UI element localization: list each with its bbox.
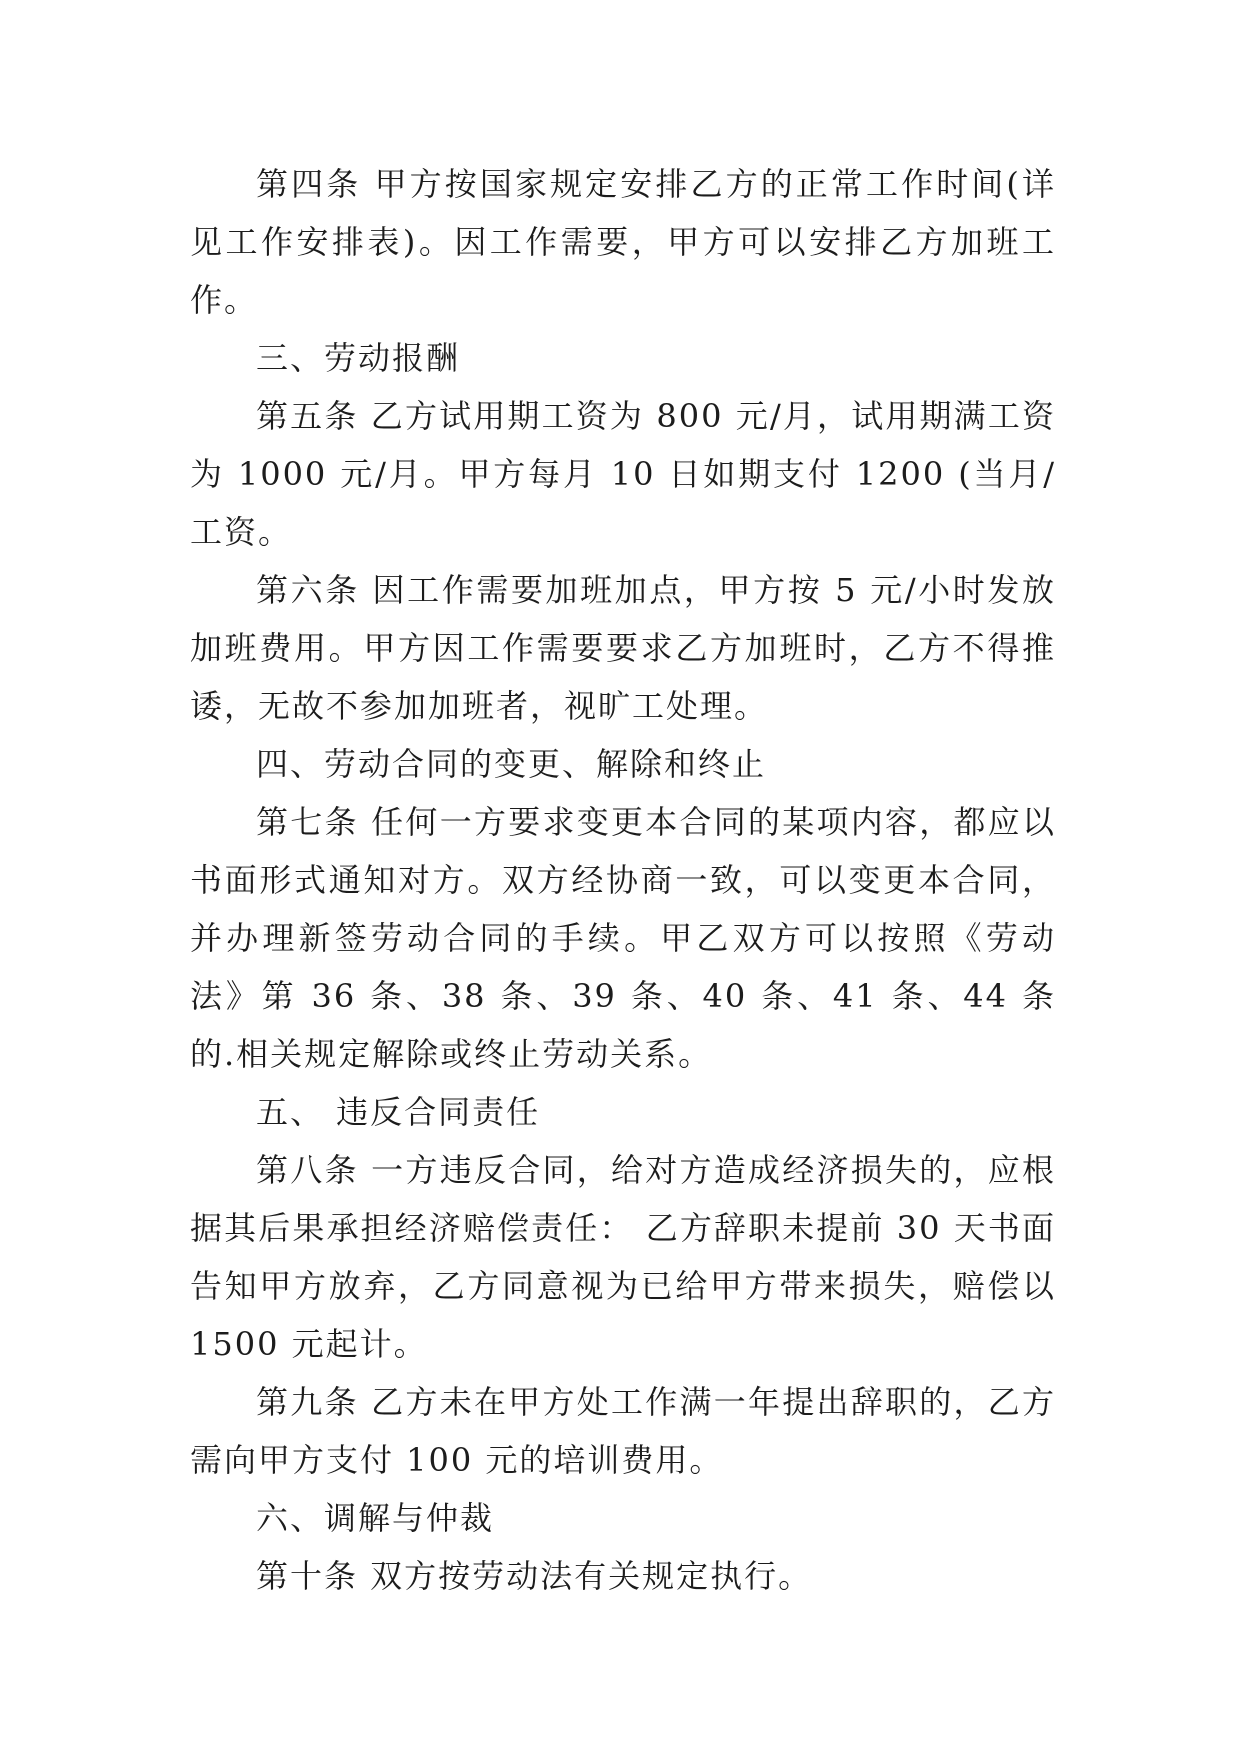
section-heading-4: 四、劳动合同的变更、解除和终止 [256, 745, 767, 783]
section-heading-6: 六、调解与仲裁 [256, 1499, 495, 1537]
section-heading-5: 五、 违反合同责任 [256, 1093, 541, 1131]
article-6: 第六条 因工作需要加班加点，甲方按 5 元/小时发放加班费用。甲方因工作需要要求乙方加班时，乙方不得推诿，无故不参加加班者，视旷工处理。 [190, 571, 1056, 725]
article-8: 第八条 一方违反合同，给对方造成经济损失的，应根据其后果承担经济赔偿责任： 乙方辞职未提前 30 天书面告知甲方放弃，乙方同意视为已给甲方带来损失，赔偿以 1500 元起计。 [190, 1151, 1056, 1363]
article-10: 第十条 双方按劳动法有关规定执行。 [256, 1557, 813, 1595]
article-5: 第五条 乙方试用期工资为 800 元/月，试用期满工资为 1000 元/月。甲方每月 10 日如期支付 1200 (当月/工资。 [190, 397, 1056, 551]
article-9: 第九条 乙方未在甲方处工作满一年提出辞职的，乙方需向甲方支付 100 元的培训费用。 [190, 1383, 1056, 1479]
section-heading-3: 三、劳动报酬 [256, 339, 461, 377]
article-7: 第七条 任何一方要求变更本合同的某项内容，都应以书面形式通知对方。双方经协商一致，可以变更本合同，并办理新签劳动合同的手续。甲乙双方可以按照《劳动法》第 36 条、38 条、39 条、40 条、41 条、44 条的.相关规定解除或终止劳动关系。 [190, 803, 1056, 1073]
document-body [190, 155, 1056, 1605]
article-4: 第四条 甲方按国家规定安排乙方的正常工作时间(详见工作安排表)。因工作需要，甲方可以安排乙方加班工作。 [190, 165, 1056, 319]
